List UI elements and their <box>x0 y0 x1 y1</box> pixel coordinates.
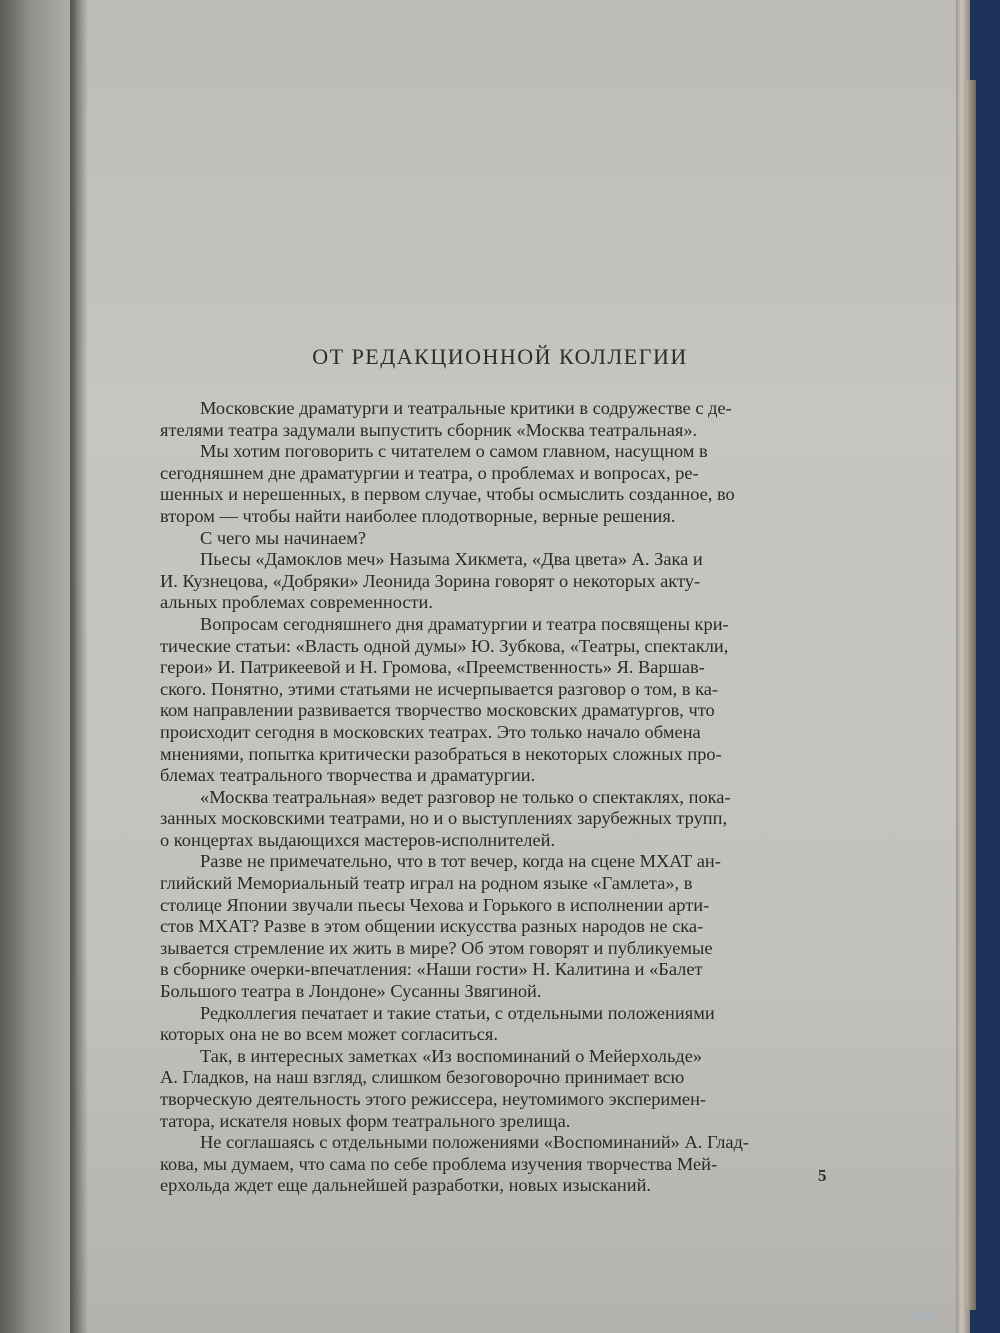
text-line: в сборнике очерки-впечатления: «Наши гости» Н. Калитина и «Балет <box>160 959 703 980</box>
text-line: С чего мы начинаем? <box>200 527 367 548</box>
text-line: зывается стремление их жить в мире? Об этом говорят и публикуемые <box>160 937 713 958</box>
page-number: 5 <box>818 1166 827 1185</box>
text-line: ятелями театра задумали выпустить сборник «Москва театральная». <box>160 419 698 440</box>
text-line: альных проблемах современности. <box>160 592 433 613</box>
previous-page-margin <box>0 0 80 1333</box>
text-line: Редколлегия печатает и такие статьи, с отдельными положениями <box>200 1002 715 1023</box>
text-line: Разве не примечательно, что в тот вечер, когда на сцене МХАТ ан- <box>200 851 721 872</box>
text-line: мнениями, попытка критически разобраться в некоторых сложных про- <box>160 743 722 764</box>
text-line: ерхольда ждет еще дальнейшей разработки, новых изысканий. <box>160 1175 652 1196</box>
text-line: сегодняшнем дне драматургии и театра, о проблемах и вопросах, ре- <box>160 462 699 483</box>
text-line: столице Японии звучали пьесы Чехова и Горького в исполнении арти- <box>160 894 710 915</box>
chapter-heading: ОТ РЕДАКЦИОННОЙ КОЛЛЕГИИ <box>312 344 688 369</box>
text-line: втором — чтобы найти наиболее плодотворные, верные решения. <box>160 505 676 526</box>
text-line: Московские драматурги и театральные критики в содружестве с де- <box>200 398 732 418</box>
text-line: творческую деятельность этого режиссера, неутомимого эксперимен- <box>160 1089 707 1109</box>
text-line: шенных и нерешенных, в первом случае, чтобы осмыслить созданное, во <box>160 484 735 505</box>
text-line: Пьесы «Дамоклов меч» Назыма Хикмета, «Два цвета» А. Зака и <box>200 549 703 570</box>
text-line: татора, искателя новых форм театрального зрелища. <box>160 1110 571 1131</box>
text-line: герои» И. Патрикеевой и Н. Громова, «Преемственность» Я. Варшав- <box>160 657 705 678</box>
text-line: которых она не во всем может согласиться. <box>160 1024 498 1045</box>
text-line: ком направлении развивается творчество московских драматургов, что <box>160 700 715 721</box>
text-line: Мы хотим поговорить с читателем о самом главном, насущном в <box>200 441 708 462</box>
text-line: блемах театрального творчества и драматургии. <box>160 765 536 786</box>
watermark: ay.by <box>908 1308 936 1322</box>
text-line: Так, в интересных заметках «Из воспоминаний о Мейерхольде» <box>200 1045 703 1066</box>
cover-edge <box>966 80 976 1310</box>
text-line: о концертах выдающихся мастеров-исполнителей. <box>160 829 556 850</box>
text-line: Не соглашаясь с отдельными положениями «Воспоминаний» А. Глад- <box>200 1132 750 1153</box>
text-line: происходит сегодня в московских театрах. Это только начало обмена <box>160 721 701 742</box>
body-text <box>160 398 832 1197</box>
text-line: А. Гладков, на наш взгляд, слишком безоговорочно принимает всю <box>160 1067 685 1088</box>
text-line: тические статьи: «Власть одной думы» Ю. Зубкова, «Театры, спектакли, <box>160 635 729 656</box>
text-line: кова, мы думаем, что сама по себе проблема изучения творчества Мей- <box>160 1153 718 1174</box>
spine-shadow <box>70 0 88 1333</box>
text-line: ского. Понятно, этими статьями не исчерпывается разговор о том, в ка- <box>160 678 719 699</box>
text-line: Большого театра в Лондоне» Сусанны Звягиной. <box>160 981 542 1002</box>
text-line: И. Кузнецова, «Добряки» Леонида Зорина говорят о некоторых акту- <box>160 570 701 591</box>
text-line: стов МХАТ? Разве в этом общении искусства разных народов не ска- <box>160 916 704 937</box>
text-line: глийский Мемориальный театр играл на родном языке «Гамлета», в <box>160 873 693 894</box>
text-line: занных московскими театрами, но и о выступлениях зарубежных трупп, <box>160 808 728 829</box>
text-line: Вопросам сегодняшнего дня драматургии и театра посвящены кри- <box>200 613 729 634</box>
text-line: «Москва театральная» ведет разговор не только о спектаклях, пока- <box>200 786 731 807</box>
